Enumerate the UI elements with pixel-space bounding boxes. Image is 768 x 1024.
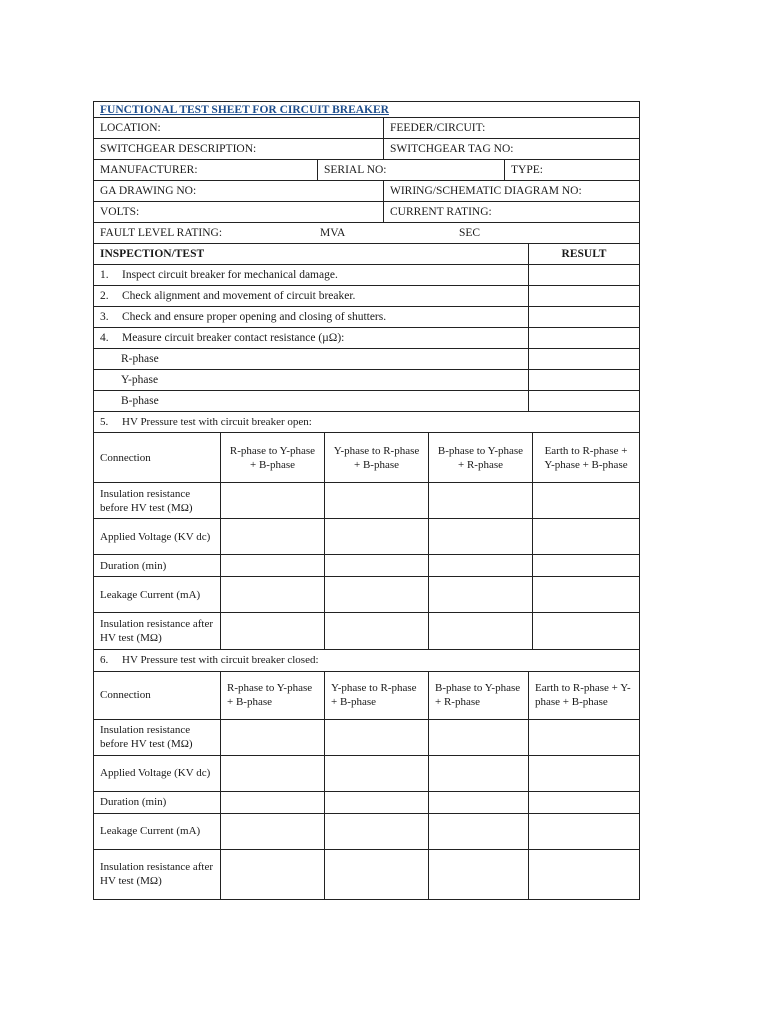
test5-col-b-phase: B-phase to Y-phase + R-phase: [429, 433, 533, 483]
test6-cell[interactable]: [221, 813, 325, 849]
test5-cell[interactable]: [221, 555, 325, 577]
result-cell-b-phase[interactable]: [529, 390, 640, 411]
sec-label: SEC: [459, 227, 481, 239]
test5-col-connection: Connection: [94, 433, 221, 483]
test5-cell[interactable]: [325, 483, 429, 519]
test5-row-ir-after: Insulation resistance after HV test (MΩ): [94, 613, 221, 650]
test5-cell[interactable]: [221, 577, 325, 613]
test6-row-leakage-current: Leakage Current (mA): [94, 813, 221, 849]
test5-cell[interactable]: [325, 577, 429, 613]
test6-cell[interactable]: [325, 813, 429, 849]
test5-col-earth: Earth to R-phase + Y-phase + B-phase: [533, 433, 640, 483]
test6-cell[interactable]: [429, 755, 529, 791]
test6-cell[interactable]: [221, 791, 325, 813]
test6-cell[interactable]: [529, 813, 640, 849]
test6-col-y-phase: Y-phase to R-phase + B-phase: [325, 671, 429, 719]
location-field[interactable]: LOCATION:: [94, 118, 384, 139]
test6-cell[interactable]: [429, 849, 529, 899]
test5-cell[interactable]: [533, 613, 640, 650]
test6-col-connection: Connection: [94, 671, 221, 719]
wiring-diagram-field[interactable]: WIRING/SCHEMATIC DIAGRAM NO:: [384, 181, 640, 202]
test6-cell[interactable]: [429, 791, 529, 813]
test6-cell[interactable]: [221, 719, 325, 755]
inspection-test-header: INSPECTION/TEST: [94, 244, 529, 264]
result-header: RESULT: [529, 244, 640, 264]
inspection-item-4: 4. Measure circuit breaker contact resistance (µΩ):: [94, 327, 529, 348]
switchgear-tag-field[interactable]: SWITCHGEAR TAG NO:: [384, 139, 640, 160]
test5-row-duration: Duration (min): [94, 555, 221, 577]
test5-cell[interactable]: [325, 519, 429, 555]
test6-col-earth: Earth to R-phase + Y-phase + B-phase: [529, 671, 640, 719]
inspection-item-1: 1. Inspect circuit breaker for mechanical damage.: [94, 264, 529, 285]
result-cell-3[interactable]: [529, 306, 640, 327]
test5-cell[interactable]: [533, 555, 640, 577]
hv-test-closed-table: [93, 650, 640, 900]
test5-cell[interactable]: [429, 483, 533, 519]
result-cell-2[interactable]: [529, 285, 640, 306]
test5-cell[interactable]: [325, 555, 429, 577]
test6-cell[interactable]: [429, 719, 529, 755]
test6-cell[interactable]: [221, 755, 325, 791]
sheet-title: FUNCTIONAL TEST SHEET FOR CIRCUIT BREAKER: [94, 102, 640, 118]
phase-row-y: Y-phase: [94, 369, 529, 390]
test5-cell[interactable]: [429, 519, 533, 555]
test6-row-ir-after: Insulation resistance after HV test (MΩ): [94, 849, 221, 899]
volts-field[interactable]: VOLTS:: [94, 202, 384, 223]
type-field[interactable]: TYPE:: [505, 160, 640, 181]
fault-level-label: FAULT LEVEL RATING:: [100, 227, 223, 239]
test6-cell[interactable]: [221, 849, 325, 899]
test5-cell[interactable]: [221, 483, 325, 519]
result-cell-4[interactable]: [529, 327, 640, 348]
test6-cell[interactable]: [529, 849, 640, 899]
test5-cell[interactable]: [221, 613, 325, 650]
test5-cell[interactable]: [429, 577, 533, 613]
mva-label: MVA: [320, 227, 346, 239]
test5-cell[interactable]: [533, 577, 640, 613]
test6-cell[interactable]: [325, 719, 429, 755]
test5-cell[interactable]: [325, 613, 429, 650]
test5-cell[interactable]: [533, 483, 640, 519]
switchgear-description-field[interactable]: SWITCHGEAR DESCRIPTION:: [94, 139, 384, 160]
test5-row-applied-voltage: Applied Voltage (KV dc): [94, 519, 221, 555]
test6-col-b-phase: B-phase to Y-phase + R-phase: [429, 671, 529, 719]
ga-drawing-field[interactable]: GA DRAWING NO:: [94, 181, 384, 202]
test5-cell[interactable]: [429, 613, 533, 650]
result-cell-r-phase[interactable]: [529, 348, 640, 369]
test5-cell[interactable]: [429, 555, 533, 577]
test5-cell[interactable]: [221, 519, 325, 555]
phase-row-b: B-phase: [94, 390, 529, 411]
info-table: [93, 101, 640, 244]
result-cell-1[interactable]: [529, 264, 640, 285]
test6-cell[interactable]: [529, 755, 640, 791]
test6-title: 6. HV Pressure test with circuit breaker closed:: [94, 650, 640, 671]
feeder-circuit-field[interactable]: FEEDER/CIRCUIT:: [384, 118, 640, 139]
test6-cell[interactable]: [429, 813, 529, 849]
test6-col-r-phase: R-phase to Y-phase + B-phase: [221, 671, 325, 719]
current-rating-field[interactable]: CURRENT RATING:: [384, 202, 640, 223]
test6-cell[interactable]: [529, 791, 640, 813]
test5-row-leakage-current: Leakage Current (mA): [94, 577, 221, 613]
test5-col-r-phase: R-phase to Y-phase + B-phase: [221, 433, 325, 483]
inspection-item-3: 3. Check and ensure proper opening and closing of shutters.: [94, 306, 529, 327]
inspection-item-2: 2. Check alignment and movement of circuit breaker.: [94, 285, 529, 306]
test6-row-applied-voltage: Applied Voltage (KV dc): [94, 755, 221, 791]
manufacturer-field[interactable]: MANUFACTURER:: [94, 160, 318, 181]
serial-no-field[interactable]: SERIAL NO:: [318, 160, 505, 181]
hv-test-open-table: [93, 412, 640, 651]
fault-level-field[interactable]: [94, 223, 640, 244]
test5-title: 5. HV Pressure test with circuit breaker open:: [94, 412, 640, 433]
test5-row-ir-before: Insulation resistance before HV test (MΩ): [94, 483, 221, 519]
result-cell-y-phase[interactable]: [529, 369, 640, 390]
test6-cell[interactable]: [325, 755, 429, 791]
test6-cell[interactable]: [529, 719, 640, 755]
test-sheet: [93, 101, 639, 900]
test6-row-duration: Duration (min): [94, 791, 221, 813]
test6-cell[interactable]: [325, 849, 429, 899]
test6-cell[interactable]: [325, 791, 429, 813]
test5-col-y-phase: Y-phase to R-phase + B-phase: [325, 433, 429, 483]
phase-row-r: R-phase: [94, 348, 529, 369]
test6-row-ir-before: Insulation resistance before HV test (MΩ): [94, 719, 221, 755]
inspection-table: [93, 244, 640, 412]
test5-cell[interactable]: [533, 519, 640, 555]
